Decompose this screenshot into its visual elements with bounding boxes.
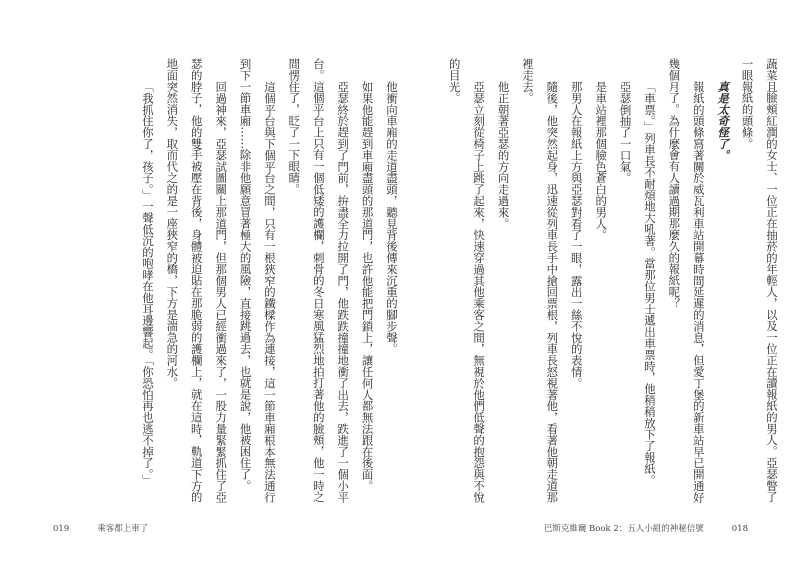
text-column: 那男人在報紙上方與亞瑟對看了一眼，露出一絲不悅的表情。 <box>569 80 584 389</box>
text-column: 他正朝著亞瑟的方向走過來。 <box>496 80 511 229</box>
right-page-text <box>439 58 784 508</box>
text-column: 是車站裡那個臉色蒼白的男人。 <box>594 80 609 241</box>
text-column: 蔬菜且臉頰紅潤的女士、一位正在抽菸的年輕人，以及一位正在讀報紙的男人。亞瑟瞥了 <box>765 58 779 503</box>
running-title: 乘客都上車了 <box>97 524 149 534</box>
left-page-footer <box>53 522 148 534</box>
text-column: 的目光。 <box>447 58 462 104</box>
text-column: 「我抓住你了，孩子。」一聲低沉的咆哮在他耳邊響起。「你恐怕再也逃不掉了。」 <box>140 80 155 486</box>
text-column: 到下一節車廂……除非他願意冒著極大的風險，直接跳過去，也就是說，他被困住了。 <box>238 58 253 492</box>
text-column: 幾個月了。為什麼會有人讀過期那麼久的報紙呢？ <box>667 58 682 309</box>
text-column: 報紙的頭條寫著關於威瓦利車站開幕時間延遲的消息，但愛丁堡的新車站早已開通好 <box>691 80 706 503</box>
right-page <box>439 58 784 508</box>
text-column: 真是太奇怪了。 <box>716 80 731 161</box>
text-column: 「車票。」列車長不耐煩地大吼著。當那位男士遞出車票時，他稍稍放下了報紙。 <box>642 80 657 486</box>
text-column: 地面突然消失，取而代之的是一座狹窄的橋，下方是湍急的河水。 <box>165 58 180 389</box>
text-column: 瑟的脖子，他的雙手被壓在背後，身體被迫貼在那脆弱的護欄上，就在這時，軌道下方的 <box>189 58 204 503</box>
right-page-footer <box>544 522 748 534</box>
text-column: 隨後，他突然起身，迅速從列車長手中搶回票根，列車長怒視著他，看著他朝走道那 <box>545 80 560 503</box>
text-column: 裡走去。 <box>520 58 535 104</box>
running-title: 巴斯克維爾 Book 2：五人小組的神秘信號 <box>543 524 704 534</box>
text-column: 一眼報紙的頭條。 <box>740 58 755 150</box>
left-page <box>108 58 404 508</box>
text-column: 亞瑟終於趕到了門前，拚盡全力拉開了門，他跌跌撞撞地衝了出去，跌進了一個小平 <box>336 80 351 503</box>
page-number: 018 <box>731 524 748 534</box>
text-column: 間愣住了，眨了一下眼睛。 <box>287 58 302 195</box>
page-number: 019 <box>53 524 70 534</box>
text-column: 這個平台與下個平台之間，只有一根狹窄的鐵樑作為連接，這一節車廂根本無法通行 <box>262 80 277 503</box>
text-column: 台。這個平台上只有一個低矮的護欄，刺骨的冬日寒風猛烈地拍打著他的臉頰，他一時之 <box>311 58 326 503</box>
text-column: 他衝向車廂的走道盡頭，聽見背後傳來沉重的腳步聲。 <box>385 80 399 355</box>
text-column: 如果他能趕到車廂盡頭的那道門，也許他能把門鎖上，讓任何人都無法跟在後面。 <box>360 80 375 492</box>
left-page-text <box>108 58 404 508</box>
text-column: 亞瑟立刻從椅子上跳了起來，快速穿過其他乘客之間，無視於他們低聲的抱怨與不悅 <box>472 80 487 503</box>
text-column: 亞瑟倒抽了一口氣。 <box>618 80 633 184</box>
text-column: 回過神來，亞瑟試圖關上那道門，但那個男人已經衝過來了，一股力量緊緊抓住了亞 <box>214 80 229 503</box>
